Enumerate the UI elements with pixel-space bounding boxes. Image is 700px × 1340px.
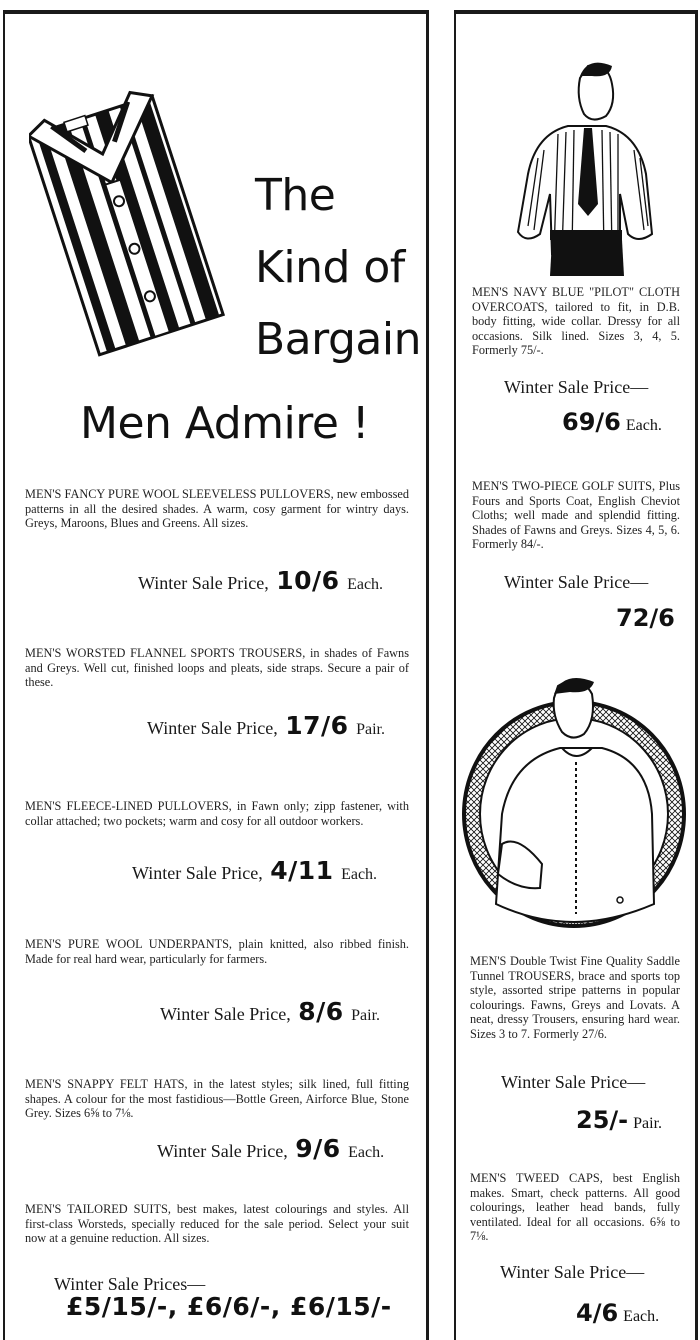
item-description: MEN'S PURE WOOL UNDERPANTS, plain knitted, also ribbed finish. Made for real hard wear, particularly for farmers. — [25, 937, 409, 966]
price-unit: Each. — [347, 576, 384, 593]
price-label: Winter Sale Price, — [132, 863, 263, 883]
price-amount: 25/- — [576, 1106, 629, 1134]
price-unit: Each. — [341, 866, 378, 883]
price-amount: 17/6 — [285, 711, 349, 740]
price-unit: Pair. — [633, 1115, 663, 1132]
price-label: Winter Sale Price— — [500, 1262, 645, 1282]
right-advert-column — [454, 10, 698, 1340]
price-line — [157, 1134, 384, 1163]
item-description: MEN'S SNAPPY FELT HATS, in the latest styles; silk lined, full fitting shapes. A colour for the most fastidious—Bottle Green, Airforce Blue, Stone Grey. Sizes 6⅝ to 7⅛. — [25, 1077, 409, 1120]
striped-shirt-illustration — [29, 69, 234, 369]
price-amount: £5/15/-, £6/6/-, £6/15/- — [66, 1292, 392, 1321]
price-unit: Each. — [348, 1144, 385, 1161]
headline-line-3: Bargain — [255, 314, 421, 365]
item-description: MEN'S Double Twist Fine Quality Saddle Tunnel TROUSERS, brace and sports top style, assorted stripe patterns in popular colourings. Fawns, Greys and Lovats. A neat, dressy Trousers, ensuring hard wear. Sizes 3 to 7. Formerly 27/6. — [470, 954, 680, 1041]
price-unit: Each. — [623, 1308, 660, 1325]
price-amount: 9/6 — [295, 1134, 341, 1163]
price-label: Winter Sale Prices— — [54, 1274, 206, 1294]
price-unit: Pair. — [356, 721, 385, 738]
left-advert-column — [3, 10, 429, 1340]
headline-line-4: Men Admire ! — [80, 398, 370, 449]
price-label: Winter Sale Price, — [157, 1141, 288, 1161]
price-label: Winter Sale Price, — [160, 1004, 291, 1024]
price-line — [160, 997, 380, 1026]
price-unit: Pair. — [351, 1007, 381, 1024]
price-amount: 8/6 — [298, 997, 344, 1026]
price-amount: 4/11 — [270, 856, 334, 885]
price-line — [138, 566, 383, 595]
item-description: MEN'S TAILORED SUITS, best makes, latest colourings and styles. All first-class Worsteds, specially reduced for the sale period. Select your suit now at a genuine reduction. All sizes. — [25, 1202, 409, 1245]
price-amount: 72/6 — [616, 604, 675, 632]
item-description: MEN'S TWO-PIECE GOLF SUITS, Plus Fours and Sports Coat, English Cheviot Cloths; well made and splendid fitting. Shades of Fawns and Greys. Sizes 4, 5, 6. Formerly 84/-. — [472, 479, 680, 551]
price-label: Winter Sale Price, — [147, 718, 278, 738]
item-description: MEN'S FANCY PURE WOOL SLEEVELESS PULLOVERS, new embossed patterns in all the desired shades. A warm, cosy garment for wintry days. Greys, Maroons, Blues and Greens. All sizes. — [25, 487, 409, 530]
price-line — [576, 1106, 662, 1134]
price-line — [147, 711, 385, 740]
price-amount: 10/6 — [276, 566, 340, 595]
item-description: MEN'S FLEECE-LINED PULLOVERS, in Fawn only; zipp fastener, with collar attached; two pockets; warm and cosy for all outdoor workers. — [25, 799, 409, 828]
price-line — [132, 856, 377, 885]
price-amount: 4/6 — [576, 1299, 619, 1327]
price-amount: 69/6 — [562, 408, 621, 436]
price-line — [562, 408, 662, 436]
price-label: Winter Sale Price— — [504, 377, 649, 397]
price-label: Winter Sale Price— — [504, 572, 649, 592]
price-label: Winter Sale Price— — [501, 1072, 646, 1092]
man-in-striped-shirt-illustration — [488, 54, 660, 276]
price-line — [576, 1299, 659, 1327]
item-description: MEN'S TWEED CAPS, best English makes. Smart, check patterns. All good colourings, leather head bands, fully ventilated. Ideal for all occasions. 6⅝ to 7⅛. — [470, 1171, 680, 1243]
item-description: MEN'S NAVY BLUE "PILOT" CLOTH OVERCOATS, tailored to fit, in D.B. body fitting, wide collar. Dressy for all occasions. Silk lined. Sizes 3, 4, 5. Formerly 75/-. — [472, 285, 680, 357]
price-label: Winter Sale Price, — [138, 573, 269, 593]
headline-line-2: Kind of — [255, 242, 405, 293]
item-description: MEN'S WORSTED FLANNEL SPORTS TROUSERS, in shades of Fawns and Greys. Well cut, finished loops and pleats, side straps. Secure a pair of these. — [25, 646, 409, 689]
price-unit: Each. — [625, 417, 662, 434]
man-in-knit-undershirt-oval-illustration — [462, 664, 686, 934]
headline-line-1: The — [255, 170, 336, 221]
